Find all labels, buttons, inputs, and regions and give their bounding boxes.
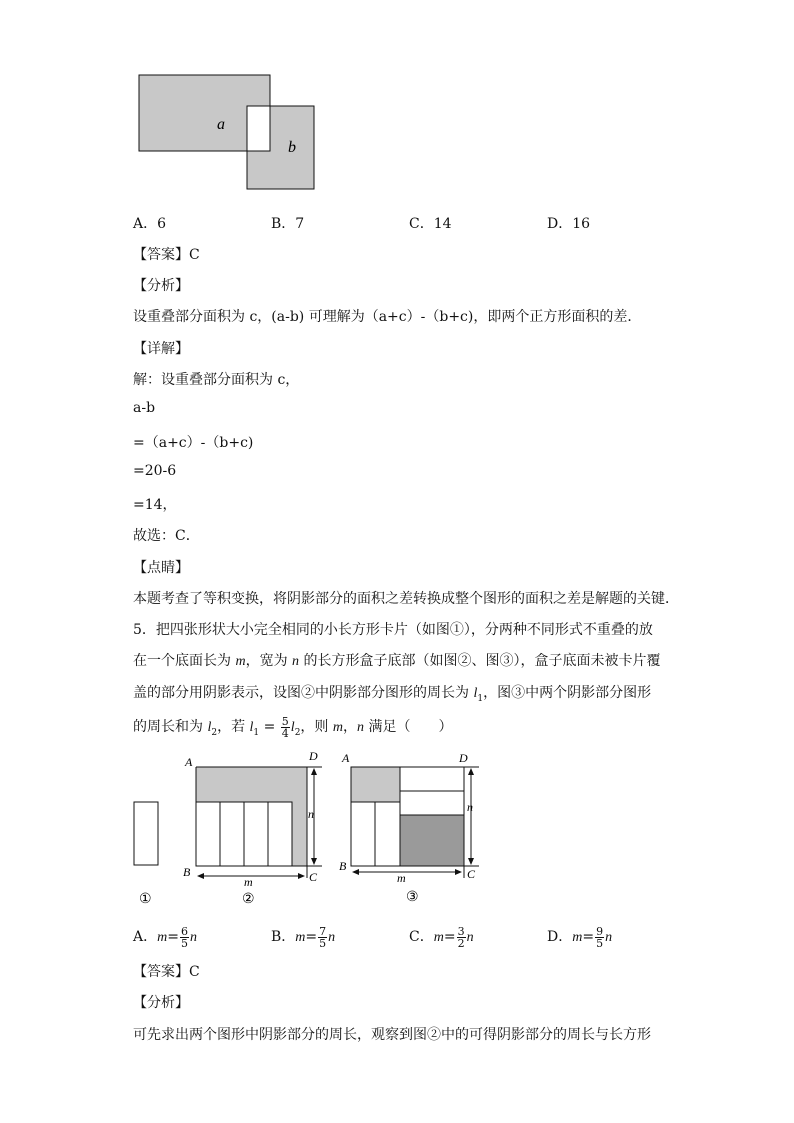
q4-analysis-text: 设重叠部分面积为 c，(a-b) 可理解为（a+c）-（b+c)，即两个正方形面积的差． xyxy=(133,309,642,325)
fig2-n-arrow-head-top xyxy=(311,768,317,775)
fig3-label-m: m xyxy=(397,871,406,885)
q5-line-2: 在一个底面长为 m，宽为 n 的长方形盒子底部（如图②、图③），盒子底面未被卡片覆 xyxy=(133,653,661,669)
q4-comment-text: 本题考查了等积变换，将阴影部分的面积之差转换成整个图形的面积之差是解题的关键． xyxy=(133,591,679,607)
fig3-card-vertical xyxy=(351,802,375,866)
fig3-n-arrow-head-bottom xyxy=(468,858,474,865)
fig3-m-arrow-head-left xyxy=(352,869,359,875)
fig3-label-B: B xyxy=(339,859,347,873)
fig2-label: ② xyxy=(242,892,255,907)
fig2-card xyxy=(244,802,268,866)
q5-line-3: 盖的部分用阴影表示，设图②中阴影部分图形的周长为 $l_1$，图③中两个阴影部分图形 xyxy=(133,685,652,704)
q5-option-c: C．m= $\frac{3}{2}$ n xyxy=(409,924,474,950)
fraction-5-4: $\frac{5}{4}$ xyxy=(281,714,289,740)
q5-analysis-text: 可先求出两个图形中阴影部分的周长，观察到图②中的可得阴影部分的周长与长方形 xyxy=(133,1027,651,1043)
fig3-label-D: D xyxy=(459,751,468,765)
label-a: a xyxy=(217,116,225,133)
fig2-label-B: B xyxy=(183,865,191,879)
fig2-label-C: C xyxy=(309,870,318,884)
fig2-card xyxy=(268,802,292,866)
fig2-label-m: m xyxy=(244,875,253,889)
fig3-n-arrow-head-top xyxy=(468,768,474,775)
fig3-m-arrow-head-right xyxy=(455,869,462,875)
q5-line-1: 5．把四张形状大小完全相同的小长方形卡片（如图①），分两种不同形式不重叠的放 xyxy=(133,622,653,638)
fig2-label-D: D xyxy=(309,749,318,763)
q4-detail-line: =（a+c）-（b+c) xyxy=(133,435,254,451)
fig2-card xyxy=(196,802,220,866)
fig3-card-vertical xyxy=(375,802,400,866)
overlap-region xyxy=(247,106,270,151)
q5-figures xyxy=(125,748,495,913)
fig3-shade-topleft xyxy=(351,767,400,802)
fig3-label-C: C xyxy=(467,867,476,881)
fig2-m-arrow-head-right xyxy=(298,873,305,879)
q4-answer: 【答案】C xyxy=(133,247,200,263)
q4-option-a: A．6 xyxy=(133,216,167,232)
fig3-label-n: n xyxy=(467,800,473,814)
label-b: b xyxy=(288,139,296,156)
q4-comment-heading: 【点睛】 xyxy=(133,560,189,576)
q5-analysis-heading: 【分析】 xyxy=(133,995,189,1011)
q4-detail-heading: 【详解】 xyxy=(133,341,189,357)
fig2-m-arrow-head-left xyxy=(197,873,204,879)
fig2-label-n: n xyxy=(308,807,314,821)
q5-answer: 【答案】C xyxy=(133,964,200,980)
overlap-squares-figure xyxy=(130,68,330,198)
q4-option-d: D．16 xyxy=(547,216,591,232)
q5-option-d: D．m= $\frac{9}{5}$ n xyxy=(547,924,613,950)
q4-analysis-heading: 【分析】 xyxy=(133,278,189,294)
fig3-label-A: A xyxy=(342,751,350,765)
fig3-shade-bottomright xyxy=(400,815,464,866)
fig1-card xyxy=(134,802,158,865)
q5-line-4: 的周长和为 $l_2$，若 $l_1$ = $\frac{5}{4}$ $l_2$，则 m，n 满足（ ） xyxy=(133,714,453,740)
q4-detail-line: a-b xyxy=(133,400,156,416)
q5-option-a: A．m= $\frac{6}{5}$ n xyxy=(133,924,197,950)
fig3-card-horizontal xyxy=(400,767,464,791)
q4-detail-line: =14， xyxy=(133,497,177,513)
fig2-label-A: A xyxy=(185,755,193,769)
q4-option-b: B．7 xyxy=(271,216,305,232)
fig3-card-horizontal xyxy=(400,791,464,815)
q4-detail-line: 解：设重叠部分面积为 c， xyxy=(133,372,300,388)
fig2-n-arrow-head-bottom xyxy=(311,858,317,865)
q4-detail-line: 故选：C． xyxy=(133,528,200,544)
q5-option-b: B．m= $\frac{7}{5}$ n xyxy=(271,924,336,950)
q4-detail-line: =20-6 xyxy=(133,463,177,479)
fig2-card xyxy=(220,802,244,866)
q4-option-c: C．14 xyxy=(409,216,452,232)
fig1-label: ① xyxy=(139,892,152,907)
fig3-label: ③ xyxy=(406,890,419,905)
